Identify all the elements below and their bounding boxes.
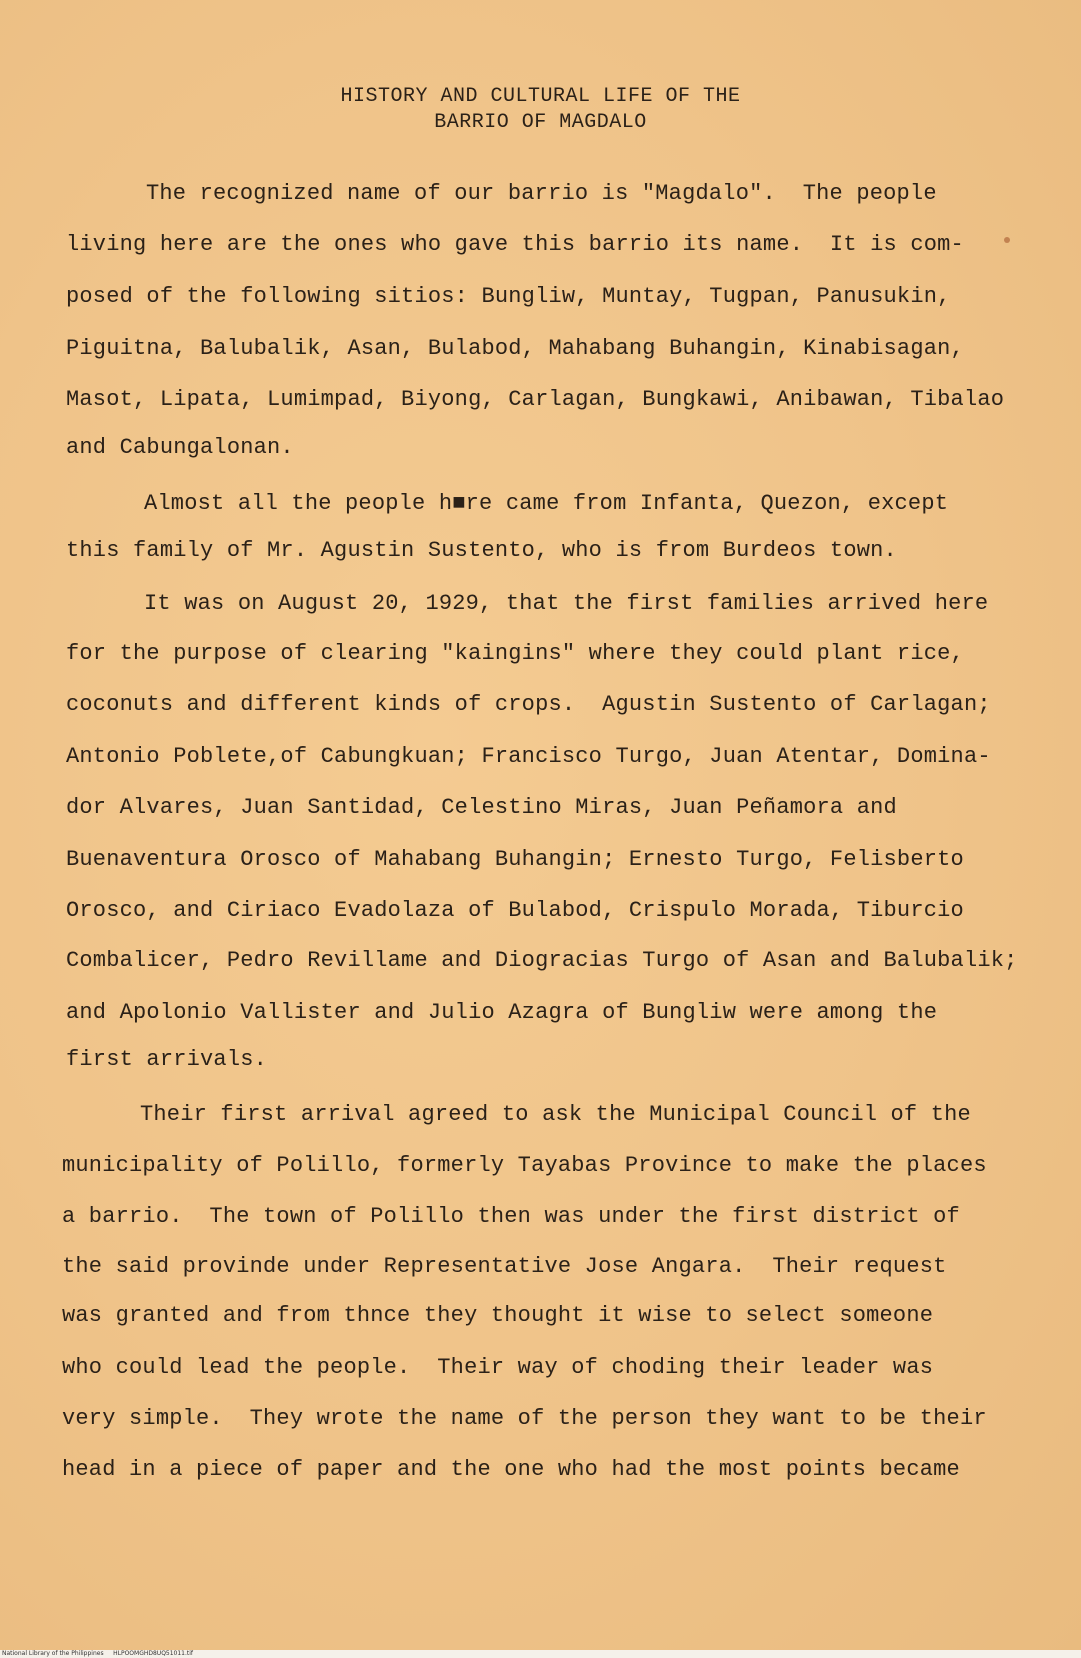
- body-line: posed of the following sitios: Bungliw, Muntay, Tugpan, Panusukin,: [66, 284, 951, 309]
- body-line: head in a piece of paper and the one who had the most points became: [62, 1457, 960, 1482]
- body-line: for the purpose of clearing "kaingins" where they could plant rice,: [66, 641, 964, 666]
- body-line: dor Alvares, Juan Santidad, Celestino Miras, Juan Peñamora and: [66, 795, 897, 820]
- body-line: The recognized name of our barrio is "Magdalo". The people: [146, 181, 937, 206]
- body-line: Piguitna, Balubalik, Asan, Bulabod, Mahabang Buhangin, Kinabisagan,: [66, 336, 964, 361]
- body-line: Buenaventura Orosco of Mahabang Buhangin; Ernesto Turgo, Felisberto: [66, 847, 964, 872]
- body-line: municipality of Polillo, formerly Tayabas Province to make the places: [62, 1153, 987, 1178]
- document-title-line-1: HISTORY AND CULTURAL LIFE OF THE: [340, 85, 741, 108]
- body-line: Their first arrival agreed to ask the Municipal Council of the: [140, 1102, 971, 1127]
- body-line: this family of Mr. Agustin Sustento, who is from Burdeos town.: [66, 538, 897, 563]
- body-line: living here are the ones who gave this barrio its name. It is com-: [66, 232, 964, 257]
- body-line: and Apolonio Vallister and Julio Azagra of Bungliw were among the: [66, 1000, 938, 1025]
- scan-footer-label: National Library of the Philippines HLPOOMGHD8UQ51011.tif: [2, 1650, 194, 1657]
- document-title-line-2: BARRIO OF MAGDALO: [434, 111, 647, 134]
- body-line: Masot, Lipata, Lumimpad, Biyong, Carlagan, Bungkawi, Anibawan, Tibalao: [66, 387, 1005, 412]
- body-line: coconuts and different kinds of crops. Agustin Sustento of Carlagan;: [66, 692, 991, 717]
- ink-spot: [1004, 237, 1010, 243]
- body-line: and Cabungalonan.: [66, 435, 294, 460]
- body-line: Combalicer, Pedro Revillame and Diogracias Turgo of Asan and Balubalik;: [66, 948, 1018, 973]
- body-line: Almost all the people h■re came from Infanta, Quezon, except: [144, 491, 949, 516]
- body-line: first arrivals.: [66, 1047, 268, 1072]
- body-line: Antonio Poblete,of Cabungkuan; Francisco Turgo, Juan Atentar, Domina-: [66, 744, 991, 769]
- body-line: very simple. They wrote the name of the person they want to be their: [62, 1406, 987, 1431]
- body-line: It was on August 20, 1929, that the first families arrived here: [144, 591, 989, 616]
- body-line: a barrio. The town of Polillo then was under the first district of: [62, 1204, 960, 1229]
- body-line: who could lead the people. Their way of choding their leader was: [62, 1355, 934, 1380]
- body-line: the said provinde under Representative Jose Angara. Their request: [62, 1254, 947, 1279]
- body-line: Orosco, and Ciriaco Evadolaza of Bulabod, Crispulo Morada, Tiburcio: [66, 898, 964, 923]
- body-line: was granted and from thnce they thought it wise to select someone: [62, 1303, 934, 1328]
